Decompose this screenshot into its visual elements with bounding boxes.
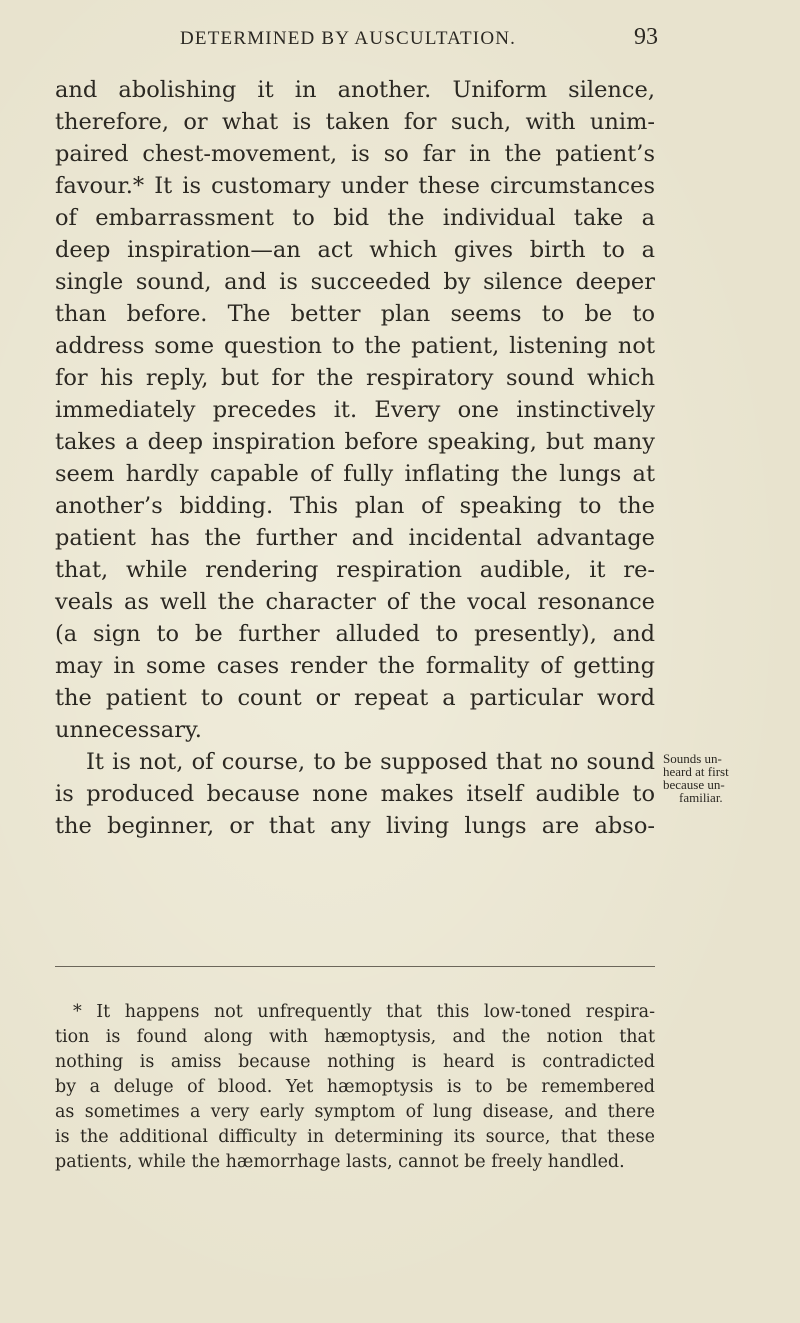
body-line: another’s bidding. This plan of speaking to the xyxy=(55,493,655,519)
body-line: patient has the further and incidental advantage xyxy=(55,525,655,551)
body-line: address some question to the patient, listening not xyxy=(55,333,655,359)
body-line: takes a deep inspiration before speaking, but many xyxy=(55,429,655,455)
body-line: single sound, and is succeeded by silence deeper xyxy=(55,269,655,295)
footnote-divider xyxy=(55,966,655,967)
footnote-line: is the additional difficulty in determining its source, that these xyxy=(55,1127,655,1147)
footnote-line: * It happens not unfrequently that this low-toned respira- xyxy=(73,1002,655,1022)
footnote-line: nothing is amiss because nothing is heard is contradicted xyxy=(55,1052,655,1072)
body-line: seem hardly capable of fully inflating the lungs at xyxy=(55,461,655,487)
body-line: veals as well the character of the vocal resonance xyxy=(55,589,655,615)
body-line: for his reply, but for the respiratory sound which xyxy=(55,365,655,391)
footnote-line: tion is found along with hæmoptysis, and the notion that xyxy=(55,1027,655,1047)
body-line: the beginner, or that any living lungs are abso- xyxy=(55,813,655,839)
footnote-line: patients, while the hæmorrhage lasts, cannot be freely handled. xyxy=(55,1152,625,1172)
body-line: than before. The better plan seems to be to xyxy=(55,301,655,327)
body-line: (a sign to be further alluded to presently), and xyxy=(55,621,655,647)
body-line: may in some cases render the formality of getting xyxy=(55,653,655,679)
body-line: is produced because none makes itself audible to xyxy=(55,781,655,807)
body-line: deep inspiration—an act which gives birth to a xyxy=(55,237,655,263)
body-line: that, while rendering respiration audible, it re- xyxy=(55,557,655,583)
marginal-note-line: familiar. xyxy=(679,790,723,805)
page-number: 93 xyxy=(634,24,658,50)
body-line: unnecessary. xyxy=(55,717,202,743)
footnote-line: as sometimes a very early symptom of lung disease, and there xyxy=(55,1102,655,1122)
body-line: and abolishing it in another. Uniform silence, xyxy=(55,77,655,103)
body-line: the patient to count or repeat a particular word xyxy=(55,685,655,711)
body-line: paired chest-movement, is so far in the patient’s xyxy=(55,141,655,167)
footnote-line: by a deluge of blood. Yet hæmoptysis is to be remembered xyxy=(55,1077,655,1097)
marginal-note-line: Sounds un- xyxy=(663,751,722,766)
running-head xyxy=(0,24,800,54)
body-line: favour.* It is customary under these circumstances xyxy=(55,173,655,199)
running-head-title: DETERMINED BY AUSCULTATION. xyxy=(180,28,517,49)
marginal-note-line: heard at first xyxy=(663,764,729,779)
body-line: of embarrassment to bid the individual take a xyxy=(55,205,655,231)
body-line: It is not, of course, to be supposed that no sound xyxy=(86,749,655,775)
marginal-note xyxy=(663,752,798,804)
marginal-note-line: because un- xyxy=(663,777,725,792)
body-line: therefore, or what is taken for such, with unim- xyxy=(55,109,655,135)
body-line: immediately precedes it. Every one instinctively xyxy=(55,397,655,423)
